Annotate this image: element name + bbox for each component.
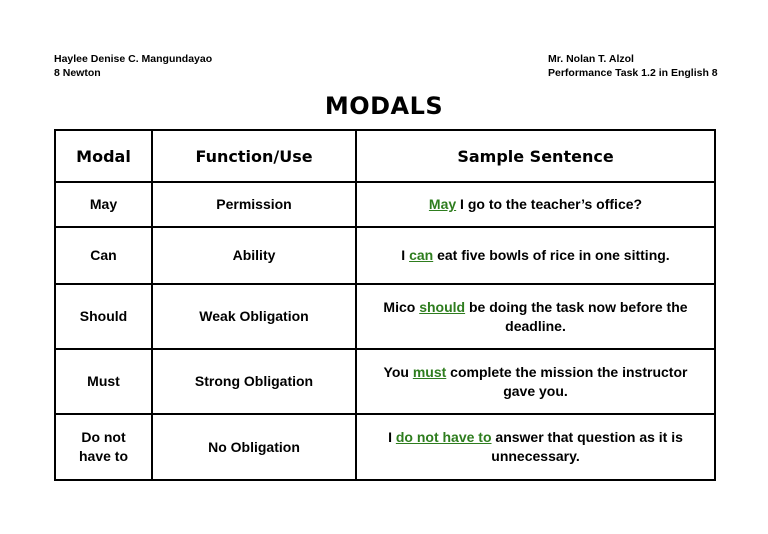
function-cell: Weak Obligation (152, 284, 356, 349)
modal-highlight: can (409, 247, 434, 263)
modals-table (54, 129, 716, 481)
function-cell: Ability (152, 227, 356, 284)
sentence-post: I go to the teacher’s office? (456, 196, 643, 212)
sentence-cell (356, 284, 715, 349)
table-header-row (55, 130, 715, 182)
sentence-pre: Mico (383, 298, 420, 315)
modal-highlight: must (412, 363, 447, 380)
sentence-cell (356, 414, 715, 480)
sentence-cell (356, 349, 715, 414)
sentence-pre: I (401, 247, 410, 263)
sentence-post: complete the mission the instructor gave you. (446, 363, 688, 399)
student-section: 8 Newton (54, 67, 101, 79)
function-cell: Strong Obligation (152, 349, 356, 414)
sentence-post: answer that question as it is unnecessary. (491, 429, 683, 464)
header-sentence: Sample Sentence (356, 130, 715, 182)
sentence-cell (356, 182, 715, 227)
modal-cell: Do not have to (55, 414, 152, 480)
table-row (55, 414, 715, 480)
function-cell: Permission (152, 182, 356, 227)
student-info (54, 52, 212, 80)
teacher-name: Mr. Nolan T. Alzol (548, 53, 634, 65)
table-row (55, 182, 715, 227)
header-modal: Modal (55, 130, 152, 182)
student-name: Haylee Denise C. Mangundayao (54, 53, 213, 65)
sentence-post: be doing the task now before the deadline. (465, 298, 688, 334)
modal-cell: May (55, 182, 152, 227)
task-name: Performance Task 1.2 in English 8 (548, 67, 718, 79)
table-row (55, 349, 715, 414)
modal-cell: Should (55, 284, 152, 349)
task-info (548, 52, 718, 80)
modal-cell: Must (55, 349, 152, 414)
header-function: Function/Use (152, 130, 356, 182)
sentence-pre: You (383, 363, 413, 380)
sentence-pre: I (388, 429, 396, 445)
modal-highlight: May (428, 196, 457, 212)
modal-cell: Can (55, 227, 152, 284)
table-row (55, 284, 715, 349)
page-title: MODALS (324, 92, 444, 120)
function-cell: No Obligation (152, 414, 356, 480)
modal-highlight: should (419, 298, 466, 315)
modal-highlight: do not have to (395, 429, 492, 445)
sentence-post: eat five bowls of rice in one sitting. (433, 247, 670, 263)
sentence-cell (356, 227, 715, 284)
table-row (55, 227, 715, 284)
